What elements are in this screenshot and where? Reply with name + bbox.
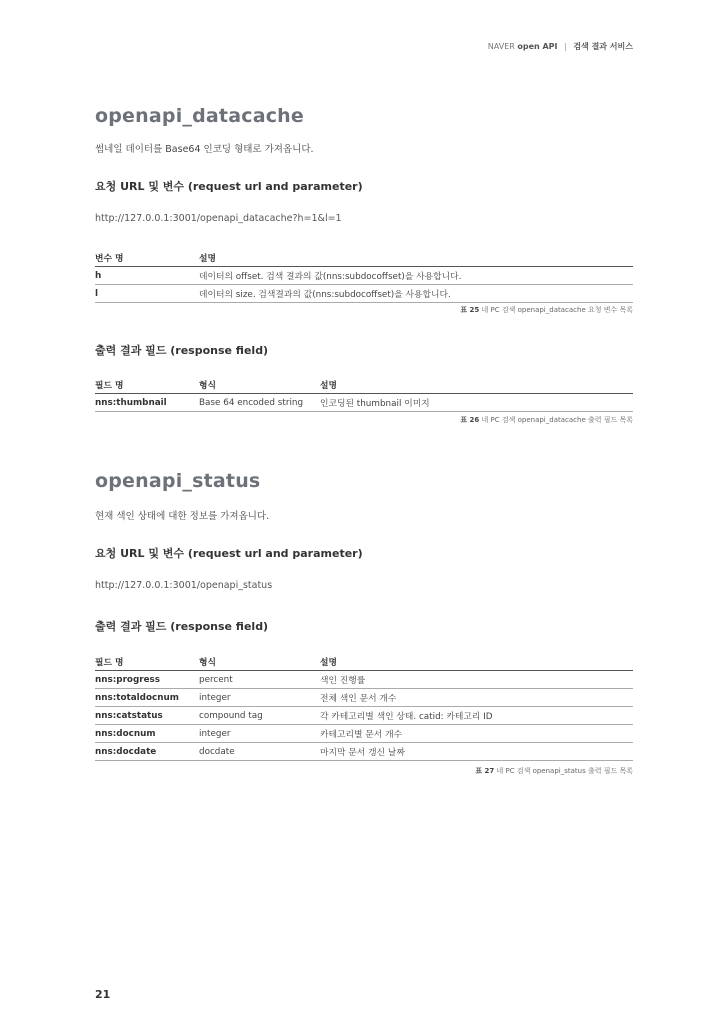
field-name: nns:docdate <box>95 743 199 761</box>
table-caption <box>460 415 633 425</box>
field-description: 전체 색인 문서 개수 <box>320 689 633 707</box>
table-header-row <box>95 652 633 671</box>
caption-text: 네 PC 검색 openapi_datacache 요청 변수 목록 <box>481 306 633 314</box>
table-row <box>95 394 633 412</box>
table-header-row <box>95 375 633 394</box>
request-heading-datacache: 요청 URL 및 변수 (request url and parameter) <box>95 180 363 193</box>
table-header-row <box>95 248 633 267</box>
field-type: Base 64 encoded string <box>199 394 320 412</box>
request-url-status: http://127.0.0.1:3001/openapi_status <box>95 580 273 591</box>
table-row <box>95 267 633 285</box>
param-description: 데이터의 size. 검색결과의 값(nns:subdocoffset)을 사용합니다. <box>199 285 633 303</box>
param-name: l <box>95 285 199 303</box>
field-description: 카테고리별 문서 개수 <box>320 725 633 743</box>
section-title-status: openapi_status <box>95 470 261 492</box>
header-product: open API <box>517 42 558 51</box>
request-heading-status: 요청 URL 및 변수 (request url and parameter) <box>95 547 363 560</box>
field-name: nns:thumbnail <box>95 394 199 412</box>
field-type: docdate <box>199 743 320 761</box>
table-row <box>95 707 633 725</box>
table-row <box>95 725 633 743</box>
column-header: 필드 명 <box>95 652 199 671</box>
column-header: 설명 <box>199 248 633 267</box>
field-type: percent <box>199 671 320 689</box>
section-title-datacache: openapi_datacache <box>95 105 304 127</box>
caption-label: 표 25 <box>460 306 480 314</box>
param-name: h <box>95 267 199 285</box>
column-header: 형식 <box>199 652 320 671</box>
field-name: nns:totaldocnum <box>95 689 199 707</box>
field-name: nns:catstatus <box>95 707 199 725</box>
request-url-datacache: http://127.0.0.1:3001/openapi_datacache?h=1&l=1 <box>95 213 342 224</box>
section-description-status: 현재 색인 상태에 대한 정보를 가져옵니다. <box>95 511 270 522</box>
field-table-datacache <box>95 375 633 412</box>
field-description: 색인 진행률 <box>320 671 633 689</box>
column-header: 변수 명 <box>95 248 199 267</box>
running-header <box>488 41 633 52</box>
column-header: 필드 명 <box>95 375 199 394</box>
param-table-datacache <box>95 248 633 303</box>
table-caption <box>475 766 633 776</box>
table-row <box>95 743 633 761</box>
field-name: nns:docnum <box>95 725 199 743</box>
caption-text: 네 PC 검색 openapi_status 출력 필드 목록 <box>496 767 633 775</box>
field-description: 인코딩된 thumbnail 이미지 <box>320 394 633 412</box>
field-type: compound tag <box>199 707 320 725</box>
field-type: integer <box>199 689 320 707</box>
column-header: 설명 <box>320 375 633 394</box>
caption-text: 네 PC 검색 openapi_datacache 출력 필드 목록 <box>481 416 633 424</box>
response-heading-status: 출력 결과 필드 (response field) <box>95 620 269 633</box>
table-row <box>95 285 633 303</box>
table-row <box>95 671 633 689</box>
field-table-status <box>95 652 633 761</box>
field-type: integer <box>199 725 320 743</box>
field-name: nns:progress <box>95 671 199 689</box>
column-header: 형식 <box>199 375 320 394</box>
param-description: 데이터의 offset. 검색 결과의 값(nns:subdocoffset)을 사용합니다. <box>199 267 633 285</box>
section-description-datacache: 썸네일 데이터를 Base64 인코딩 형태로 가져옵니다. <box>95 144 314 155</box>
caption-label: 표 27 <box>475 767 495 775</box>
field-description: 마지막 문서 갱신 날짜 <box>320 743 633 761</box>
field-description: 각 카테고리별 색인 상태. catid: 카테고리 ID <box>320 707 633 725</box>
header-brand: NAVER <box>487 42 515 51</box>
caption-label: 표 26 <box>460 416 480 424</box>
header-section: 검색 결과 서비스 <box>573 42 633 51</box>
column-header: 설명 <box>320 652 633 671</box>
page-number: 21 <box>95 988 111 1001</box>
header-separator: | <box>564 42 567 51</box>
response-heading-datacache: 출력 결과 필드 (response field) <box>95 344 269 357</box>
table-caption <box>460 305 633 315</box>
table-row <box>95 689 633 707</box>
